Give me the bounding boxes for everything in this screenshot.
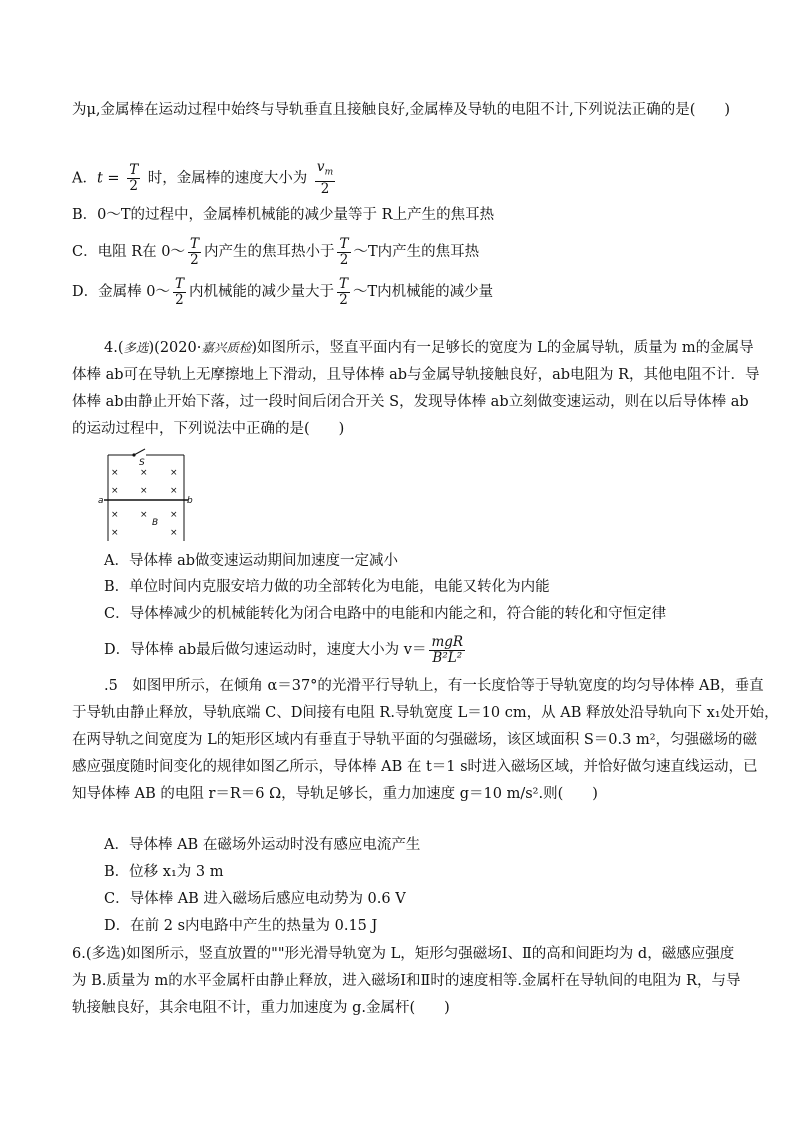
q4-stem-line3: 体棒 ab由静止开始下落，过一段时间后闭合开关 S，发现导体棒 ab立刻做变速运动，则在以后导体棒 ab	[72, 394, 749, 410]
q5-stem-line2: 于导轨由静止释放，导轨底端 C、D间接有电阻 R.导轨宽度 L＝10 cm，从 AB 释放处沿导轨向下 x₁处开始，	[72, 705, 779, 721]
q4-stem-line1	[104, 338, 754, 358]
text-b: 内机械能的减少量大于	[188, 284, 334, 300]
frac-num: T	[189, 235, 199, 252]
q6-stem-line3: 轨接触良好，其余电阻不计，重力加速度为 g.金属杆( )	[72, 1000, 450, 1016]
terminal-b-label: b	[187, 496, 193, 506]
q6-stem-line1: 6.(多选)如图所示，竖直放置的""形光滑导轨宽为 L，矩形匀强磁场Ⅰ、Ⅱ的高和间距均为 d，磁感应强度	[72, 946, 735, 962]
frac-den: 2	[320, 180, 330, 197]
q5-option-a: A．导体棒 AB 在磁场外运动时没有感应电流产生	[104, 837, 421, 853]
field-cross: ×	[111, 468, 119, 478]
frac-den: 2	[175, 291, 184, 308]
q4-option-c: C．导体棒减少的机械能转化为闭合电路中的电能和内能之和，符合能的转化和守恒定律	[104, 606, 667, 622]
q4-tag-multi: 多选	[123, 340, 149, 355]
frac-den: 2	[190, 251, 199, 268]
q3-option-d	[72, 274, 493, 310]
var-sub: m	[324, 167, 334, 178]
fraction-t-half	[173, 277, 186, 308]
option-letter: A．	[72, 170, 97, 187]
field-cross: ×	[111, 528, 119, 538]
field-cross: ×	[170, 468, 178, 478]
frac-num: T	[174, 275, 184, 292]
text-a: D．金属棒 0～	[72, 284, 170, 300]
text-b: 内产生的焦耳热小于	[203, 244, 335, 260]
q5-option-c: C．导体棒 AB 进入磁场后感应电动势为 0.6 V	[104, 891, 406, 907]
fraction-t-half	[188, 237, 201, 268]
q4-tag-source: 嘉兴质检	[201, 340, 252, 355]
field-b-label: B	[152, 518, 159, 528]
frac-den: 2	[339, 291, 348, 308]
fraction-velocity	[429, 635, 465, 666]
q3-option-b: B．0～T的过程中，金属棒机械能的减少量等于 R上产生的焦耳热	[72, 207, 495, 223]
q6-stem-line2: 为 B.质量为 m的水平金属杆由静止释放，进入磁场Ⅰ和Ⅱ时的速度相等.金属杆在导轨间的电阻为 R，与导	[72, 973, 741, 989]
terminal-a-label: a	[98, 496, 104, 506]
fraction-t-half	[127, 163, 140, 194]
frac-den: 2	[129, 177, 138, 194]
var-v: v	[316, 159, 325, 175]
q4-text: )如图所示，竖直平面内有一足够长的宽度为 L的金属导轨，质量为 m的金属导	[251, 340, 754, 356]
frac-num: T	[339, 235, 349, 252]
switch-blade	[134, 449, 145, 455]
field-cross: ×	[170, 486, 178, 496]
fraction-t-half	[337, 237, 350, 268]
equals: =	[102, 170, 125, 187]
frac-den: B²L²	[432, 649, 463, 666]
field-cross: ×	[111, 486, 119, 496]
rail-circuit-figure	[98, 445, 198, 541]
frac-num: mgR	[431, 633, 464, 650]
q4-option-a: A．导体棒 ab做变速运动期间加速度一定减小	[104, 553, 399, 569]
frac-num: T	[338, 275, 348, 292]
q4-source-open: )(2020·	[148, 340, 202, 356]
q4-option-d	[104, 632, 468, 668]
q4-stem-line4: 的运动过程中，下列说法中正确的是( )	[72, 421, 345, 437]
fraction-t-half	[337, 277, 350, 308]
frac-num: T	[129, 161, 139, 178]
q4-stem-line2: 体棒 ab可在导轨上无摩擦地上下滑动，且导体棒 ab与金属导轨接触良好，ab电阻为 R，其他电阻不计．导	[72, 367, 760, 383]
field-cross: ×	[111, 510, 119, 520]
frac-num	[315, 160, 335, 182]
q5-stem-line3: 在两导轨之间宽度为 L的矩形区域内有垂直于导轨平面的匀强磁场，该区域面积 S＝0.3 m²，匀强磁场的磁	[72, 732, 758, 748]
q3-option-a	[72, 160, 338, 197]
text-c: ～T内产生的焦耳热	[353, 244, 480, 260]
field-cross: ×	[140, 486, 148, 496]
q3-option-c	[72, 234, 479, 270]
switch-contact	[132, 453, 135, 456]
switch-label: S	[139, 458, 145, 468]
q4-number: 4.(	[104, 340, 124, 356]
frac-den: 2	[339, 251, 349, 268]
text-a: C．电阻 R在 0～	[72, 244, 185, 260]
q5-stem-line5: 知导体棒 AB 的电阻 r＝R＝6 Ω，导轨足够长，重力加速度 g＝10 m/s².则( )	[72, 786, 598, 802]
q5-stem-line1: .5 如图甲所示，在倾角 α＝37°的光滑平行导轨上，有一长度恰等于导轨宽度的均匀导体棒 AB，垂直	[104, 678, 764, 694]
q5-option-d: D．在前 2 s内电路中产生的热量为 0.15 J	[104, 918, 378, 934]
q5-option-b: B．位移 x₁为 3 m	[104, 864, 224, 880]
field-cross: ×	[140, 510, 148, 520]
field-cross: ×	[170, 528, 178, 538]
text-c: ～T内机械能的减少量	[353, 284, 494, 300]
fraction-vm-half	[315, 160, 335, 197]
text-a: D．导体棒 ab最后做匀速运动时，速度大小为 v＝	[104, 642, 427, 658]
q4-option-b: B．单位时间内克服安培力做的功全部转化为电能，电能又转化为内能	[104, 579, 550, 595]
q5-stem-line4: 感应强度随时间变化的规律如图乙所示，导体棒 AB 在 t＝1 s时进入磁场区域，并恰好做匀速直线运动，已	[72, 759, 758, 775]
field-cross: ×	[170, 510, 178, 520]
field-cross: ×	[140, 468, 148, 478]
q-intro-line: 为μ,金属棒在运动过程中始终与导轨垂直且接触良好,金属棒及导轨的电阻不计,下列说法正确的是( )	[72, 102, 731, 118]
var-t: t	[96, 170, 103, 187]
text-mid: 时，金属棒的速度大小为	[143, 170, 312, 187]
